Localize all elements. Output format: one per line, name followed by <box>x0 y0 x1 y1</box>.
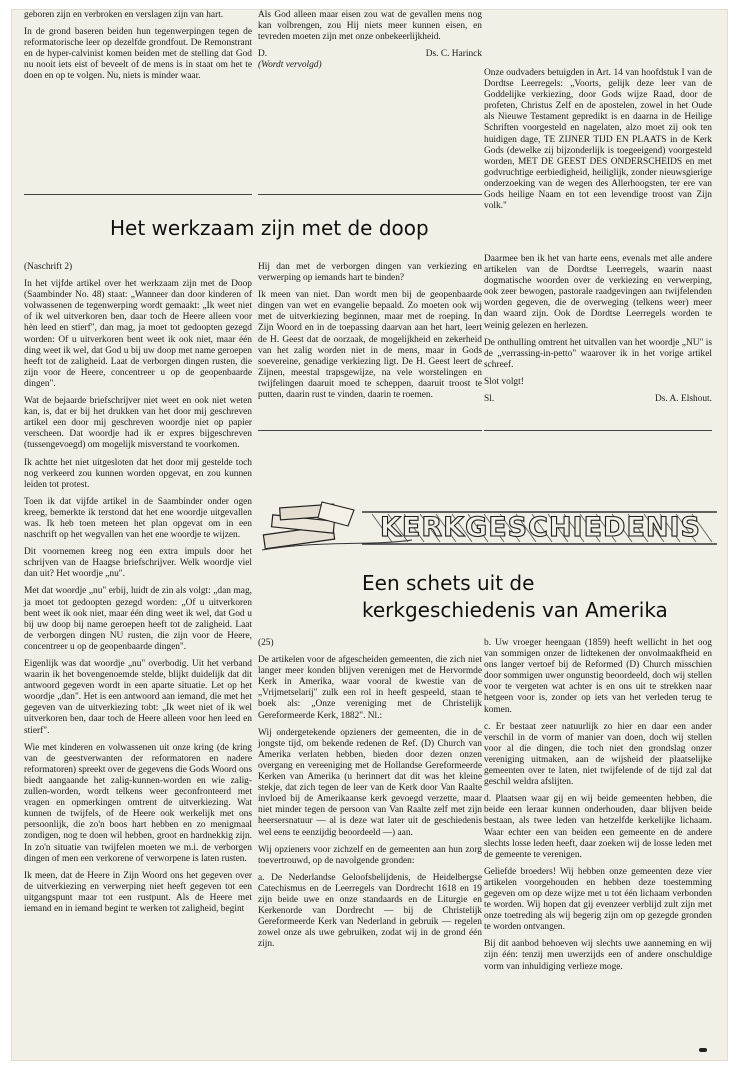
article-title-line: Een schets uit de <box>362 571 535 595</box>
paragraph: Ik meen van niet. Dan wordt men bij de geopenbaarde dingen van wet en evangelie bepaald. Zo moeten ook wij met de uitverkiezing beginnen, maar met de roeping. In Zijn Woord en in de toepassing daarvan aan het hart, leert de H. Geest dat de oorzaak, de mogelijkheid en zekerheid van het zalig worden niet in de mens, maar in Gods soevereine, genadige verkiezing ligt. De H. Geest leert de Zijnen, meestal trapsgewijze, na vele worstelingen en twijfelingen daaruit moed te scheppen, daaruit troost te putten, daarin rust te vinden, daarin te roemen. <box>258 290 482 401</box>
section-banner <box>262 500 717 556</box>
paragraph: Wat de bejaarde briefschrijver niet weet en ook niet weten kan, is, dat er bij het drukken van het door mij geschreven artikel een door mij geschreven woordje niet op papier verscheen. Dat woordje had ik er expres bijgeschreven (tussengevoegd) om mogelijk misverstand te voorkomen. <box>24 396 252 451</box>
article-title <box>362 570 712 624</box>
paragraph: Hij dan met de verborgen dingen van verkiezing en verwerping op iemands hart te binden? <box>258 262 482 284</box>
paragraph: d. Plaatsen waar gij en wij beide gemeenten hebben, die beide een leraar kunnen onderhouden, daar blijven beide bestaan, als twee leden van hetzelfde kerkelijke lichaam. Waar echter een van beiden een gemeente en de andere slechts losse leden heeft, daar zoeken wij de losse leden met de gemeente te verenigen. <box>484 794 712 860</box>
signature <box>484 394 712 405</box>
paragraph: Onze oudvaders betuigden in Art. 14 van hoofdstuk I van de Dordtse Leerregels: „Voorts, gelijk deze leer van de Goddelijke verkiezing, door Gods wijze Raad, door de profeten, Christus Zelf en de apostelen, zowel in het Oude als Nieuwe Testament gepredikt is en daarna in de Heilige Schriften voorgesteld en nagelaten, alzo moet zij ook ten huidigen dage, TE ZIJNER TIJD EN PLAATS in de Kerk Gods (dewelke zij bijzonderlijk is toegeeigend) voorgesteld worden, MET DE GEEST DES ONDERSCHEIDS en met godvruchtige eerbiedigheid, heiliglijk, zonder nieuwsgierige onderzoeking van de wegen des Allerhoogsten, ter ere van Gods heilige Naam en tot een levendige troost van Zijn volk." <box>484 68 712 212</box>
paragraph: Geliefde broeders! Wij hebben onze gemeenten deze vier artikelen voorgehouden en hebben deze toestemming gegeven om op deze wijze met u tot één lichaam verbonden te worden. Wij hopen dat gij evenzeer verblijd zult zijn met onze toetreding als wij begerig zijn om op gezegde gronden te worden ontvangen. <box>484 866 712 933</box>
article1-column-3 <box>484 254 712 405</box>
paragraph: Ik meen, dat de Heere in Zijn Woord ons het gegeven over de uitverkiezing en verwerping niet heeft gegeven tot een uitgangspunt maar tot een rustpunt. Als de Heere met iemand en in iemand begint te werken tot zaligheid, begint <box>24 870 252 914</box>
section-divider <box>258 430 482 431</box>
article2-column-3 <box>484 638 712 979</box>
paragraph: Eigenlijk was dat woordje „nu" overbodig. Uit het verband waarin ik het bovengenoemde stelde, blijkt duidelijk dat dit antwoord gegeven wordt in een aparte situatie. Let op het woordje „dan". Het is een antwoord aan iemand, die met het gegeven van de uitverkiezing tobt: „Ik weet niet of ik wel uitverkoren ben, daar toch de Heere alleen voor hen leed en stierf". <box>24 659 252 736</box>
paragraph: Als God alleen maar eisen zou wat de gevallen mens nog kan volbrengen, zou Hij niets meer kunnen eisen, en tevreden moeten zijn met onze onbekeerlijkheid. <box>258 10 482 43</box>
article1-column-1 <box>24 262 252 921</box>
paragraph: Slot volgt! <box>484 376 524 387</box>
paragraph: a. De Nederlandse Geloofsbelijdenis, de Heidelbergse Catechismus en de Leerregels van Dordrecht 1618 en 19 zijn beide uwe en onze standaards en de Liturgie en Kerkenorde van Dordrecht — bij de Christelijk Gereformeerde Kerk van Nederland in gebruik — regelen zowel onze als uwe gebruiken, zodat wij in de grond één zijn. <box>258 872 482 950</box>
section-divider <box>258 194 482 195</box>
article-title-line: kerkgeschiedenis van Amerika <box>362 598 668 622</box>
paragraph: De onthulling omtrent het uitvallen van het woordje „NU" is de „verrassing-in-petto" waarover ik in het vorige artikel schreef. <box>484 337 712 370</box>
signature-author: Ds. A. Elshout. <box>654 394 712 405</box>
paragraph: b. Uw vroeger heengaan (1859) heeft wellicht in het oog van sommigen onzer de lidtekenen der onvolmaakfheid en ons langer vertoef bij de Reformed (D) Church misschien door sommigen uwer ongunstig beoordeeld, doch wij stellen voor te vergeten wat achter is en ons uit te strekken naar hetgeen voor is, zonder op iets van het verleden terug te komen. <box>484 638 712 715</box>
paragraph: In het vijfde artikel over het werkzaam zijn met de Doop (Saambinder No. 48) staat: „Wanneer dan door kinderen of volwassenen de tegenwerping wordt gemaakt: „Ik weet niet of ik wel uitverkoren ben, daar toch de Heere alleen voor hèn leed en stierf", dan mag, ja moet tot gedoopten gezegd worden: Of u uitverkoren bent weet ik ook niet, maar één ding weet ik wel, dat God u bij uw doop met name geroepen heeft tot de zaligheid. Laat de verborgen dingen rusten, die zijn voor de Heere, concentreer u op de geopenbaarde dingen". <box>24 279 252 389</box>
paragraph: (25) <box>258 638 274 648</box>
article2-column-2 <box>258 638 482 956</box>
paragraph: Met dat woordje „nu" erbij, luidt de zin als volgt: „dan mag, ja moet tot gedoopten gezegd worden: „Of u uitverkoren bent weet ik ook niet, maar één ding weet ik wel, dat God u bij uw doop bij name geroepen heeft tot de zaligheid. Laat de verborgen dingen NU rusten, die zijn voor de Heere, concentreer u op de geopenbaarde dingen". <box>24 586 252 652</box>
paragraph: In de grond baseren beiden hun tegenwerpingen tegen de reformatorische leer op dezelfde grondfout. De Remonstrant en de hyper-calvinist komen beiden met de stelling dat God nu nooit iets eist of beveelt of de mens is in staat om het te doen en op te volgen. Nu, niets is minder waar. <box>24 27 252 82</box>
banner-label: KERKGESCHIEDENIS <box>380 512 701 543</box>
to-be-continued: (Wordt vervolgd) <box>258 60 322 71</box>
section-divider <box>484 430 712 431</box>
paragraph: Wij opzieners voor zichzelf en de gemeenten aan hun zorg toevertrouwd, op de navolgende gronden: <box>258 844 482 866</box>
paragraph: (Naschrift 2) <box>24 262 73 272</box>
signature <box>258 49 482 60</box>
paragraph: geboren zijn en verbroken en verslagen zijn van hart. <box>24 10 224 20</box>
top-column-3 <box>484 68 712 218</box>
top-column-2 <box>258 10 482 77</box>
page-mark <box>699 1048 707 1052</box>
paragraph: De artikelen voor de afgescheiden gemeenten, die zich niet langer meer konden blijven verenigen met de Hervormde Kerk in Amerika, waar vooral de kwestie van de „Vrijmetselarij" zulk een rol in heeft gespeeld, staan te boek als: „Onze vereniging met de Christelijk Gereformeerde Kerk, 1882". Nl.: <box>258 655 482 721</box>
article1-column-2 <box>258 262 482 407</box>
paragraph: Wij ondergetekende opzieners der gemeenten, die in de jongste tijd, om bekende redenen de Ref. (D) Church van Amerika verlaten hebben, bieden door dezen onzen overgang en vereeniging met de Hollandse Gereformeerde Kerken van Amerika (u herinnert dat dit was het kleine stekje, dat zich tegen de leer van de Kerk door Van Raalte invloed bij de Amerikaanse kerk gevoegd verzette, maar niet minder tegen de persoon van Van Raalte zelf met zijn heersersnatuur — al is deze wat later uit de geschiedenis wel eens te eenzijdig beoordeeld —) aan. <box>258 727 482 838</box>
signature-initial: Sl. <box>484 394 495 405</box>
paragraph: c. Er bestaat zeer natuurlijk zo hier en daar een ander verschil in de vorm of manier van doen, doch wij stellen voor al die dingen, die toch niet den grondslag onzer vereniging uitmaken, aan de wijsheid der plaatselijke gemeenten over te laten, niet twijfelende of de tijd zal dat geschil weldra afslijten. <box>484 721 712 788</box>
signature-author: Ds. C. Harinck <box>425 49 482 60</box>
paragraph: Bij dit aanbod behoeven wij slechts uwe aanneming en wij zijn één: tenzij men uwerzijds een of andere onschuldige vorm van inhuldiging verlieze moge. <box>484 939 712 972</box>
newspaper-page <box>12 10 727 1060</box>
paragraph: Dit voornemen kreeg nog een extra impuls door het schrijven van de Haagse briefschrijver. Welk woordje viel dan uit? Het woordje „nu". <box>24 547 252 580</box>
top-column-1 <box>24 10 252 89</box>
paragraph: Toen ik dat vijfde artikel in de Saambinder onder ogen kreeg, bemerkte ik terstond dat het ene woordje uitgevallen was. Ik heb toen meteen het plan opgevat om in een naschrift op het wegvallen van het ene woordje te wijzen. <box>24 496 252 541</box>
paragraph: Wie met kinderen en volwassenen uit onze kring (de kring van de geestverwanten der reformatoren en nadere reformatoren) spreekt over de gegevens die Gods Woord ons biedt aangaande het zalig-kunnen-worden en wie zalig-zullen-worden, wordt telkens weer geconfronteerd met vragen en opmerkingen omtrent de uitverkiezing. Wat kunnen de twijfels, of de Heere ook werkelijk met ons persoonlijk, die zo'n boos hart hebben en zo menigmaal zondigen, nog te doen wil hebben, groot en hardnekkig zijn. In zo'n situatie van twijfelen moeten we m.i. de verborgen dingen of men een verkorene of verworpene is laten rusten. <box>24 742 252 864</box>
section-divider <box>24 194 252 195</box>
paragraph: Daarmee ben ik het van harte eens, evenals met alle andere artikelen van de Dordtse Leerregels, waarin naast dogmatische woorden over de verkiezing en verwerping, ook zeer bewogen, pastorale raadgevingen aan twijfelenden worden gegeven, die de overweging (telkens weer) meer dan waard zijn. Ook de Dordtse Leerregels worden te weinig gelezen en herlezen. <box>484 254 712 331</box>
article-title: Het werkzaam zijn met de doop <box>110 216 429 240</box>
paragraph: Ik achtte het niet uitgesloten dat het door mij gestelde toch nog verkeerd zou kunnen worden opgevat, en zou kunnen leiden tot protest. <box>24 457 252 490</box>
signature-initial: D. <box>258 49 268 60</box>
